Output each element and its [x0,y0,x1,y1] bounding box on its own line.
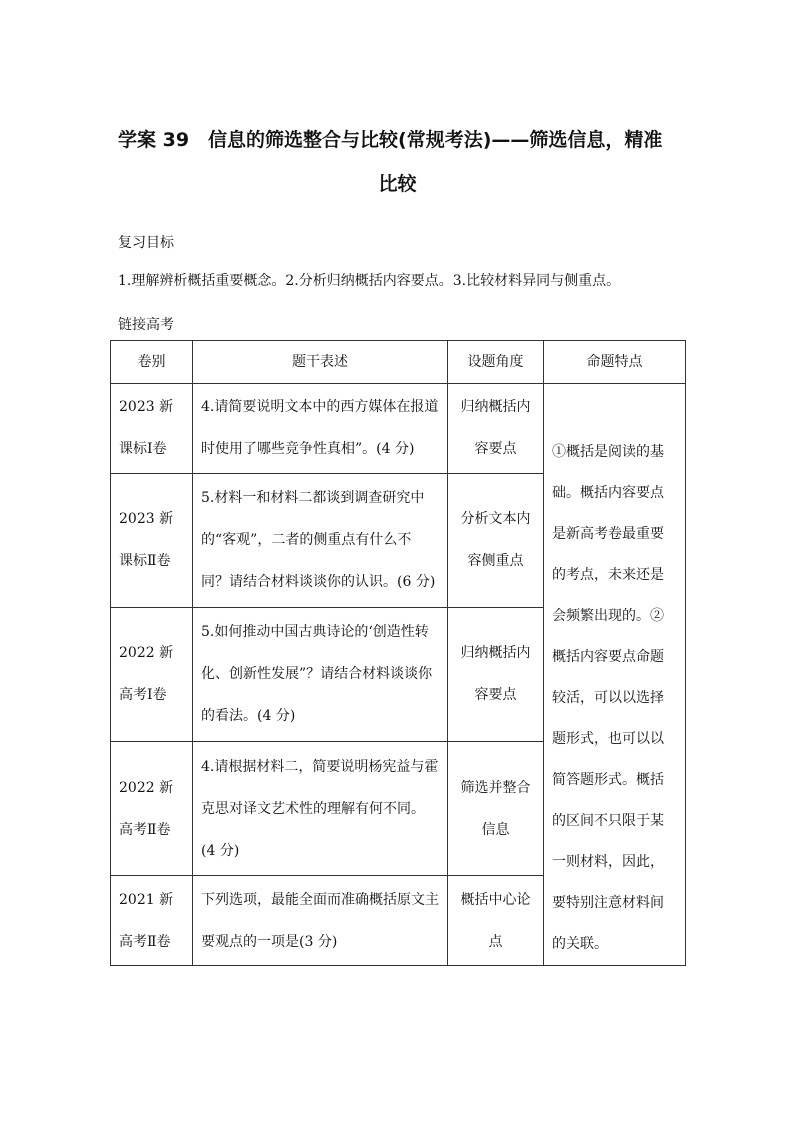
cell-angle: 概括中心论点 [448,876,544,966]
review-goals-heading: 复习目标 [118,235,174,251]
cell-question: 4.请简要说明文本中的西方媒体在报道时使用了哪些竞争性真相”。(4 分) [193,384,448,474]
cell-paper: 2021 新高考Ⅱ卷 [111,876,193,966]
table-header-row [111,341,686,384]
table-row [111,384,686,474]
cell-angle: 归纳概括内容要点 [448,384,544,474]
title-line-2: 比较 [378,173,417,195]
cell-paper: 2022 新高考Ⅱ卷 [111,742,193,876]
cell-features: ①概括是阅读的基础。概括内容要点是新高考卷最重要的考点，未来还是会频繁出现的。②概括内容要点命题较活，可以以选择题形式，也可以以简答题形式。概括的区间不只限于某一则材料，因此，要特别注意材料间的关联。 [544,384,686,966]
header-features: 命题特点 [544,341,686,384]
cell-angle: 归纳概括内容要点 [448,607,544,741]
cell-paper: 2022 新高考Ⅰ卷 [111,607,193,741]
cell-angle: 筛选并整合信息 [448,742,544,876]
exam-table [110,340,686,966]
cell-paper: 2023 新课标Ⅱ卷 [111,473,193,607]
exam-links-heading: 链接高考 [118,317,174,333]
cell-question: 5.材料一和材料二都谈到调查研究中的“客观”，二者的侧重点有什么不同？请结合材料谈谈你的认识。(6 分) [193,473,448,607]
cell-question: 4.请根据材料二，简要说明杨宪益与霍克思对译文艺术性的理解有何不同。(4 分) [193,742,448,876]
cell-question: 5.如何推动中国古典诗论的‘创造性转化、创新性发展”？请结合材料谈谈你的看法。(4 分) [193,607,448,741]
header-angle: 设题角度 [448,341,544,384]
header-question: 题干表述 [193,341,448,384]
page-title [110,118,685,206]
cell-question: 下列选项，最能全面而准确概括原文主要观点的一项是(3 分) [193,876,448,966]
cell-angle: 分析文本内容侧重点 [448,473,544,607]
header-paper: 卷别 [111,341,193,384]
review-goals-text: 1.理解辨析概括重要概念。2.分析归纳概括内容要点。3.比较材料异同与侧重点。 [118,273,621,289]
cell-paper: 2023 新课标Ⅰ卷 [111,384,193,474]
title-line-1: 学案 39 信息的筛选整合与比较(常规考法)——筛选信息，精准 [118,129,663,151]
